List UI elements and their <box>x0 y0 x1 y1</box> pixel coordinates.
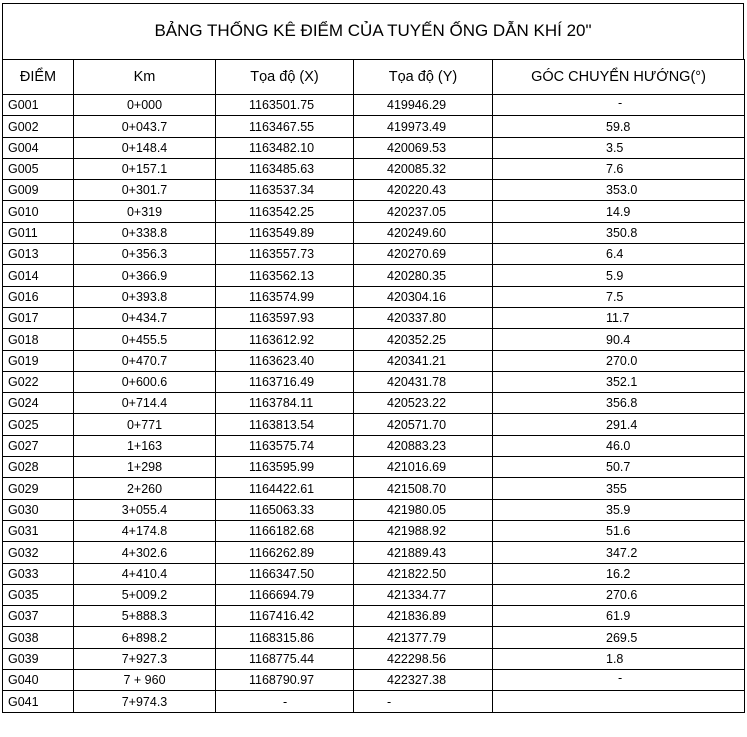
cell-km: 0+157.1 <box>74 158 216 179</box>
cell-point: G002 <box>3 116 74 137</box>
cell-coord-y: 420237.05 <box>354 201 493 222</box>
cell-turn-angle: 350.8 <box>493 222 745 243</box>
cell-point: G040 <box>3 670 74 691</box>
table-row <box>3 371 745 392</box>
cell-coord-y: 420523.22 <box>354 393 493 414</box>
cell-point: G017 <box>3 307 74 328</box>
cell-turn-angle: 355 <box>493 478 745 499</box>
cell-coord-x: 1166182.68 <box>216 520 354 541</box>
table-row <box>3 499 745 520</box>
cell-turn-angle: 50.7 <box>493 457 745 478</box>
cell-coord-y: 421377.79 <box>354 627 493 648</box>
table-row <box>3 307 745 328</box>
cell-coord-y: 421822.50 <box>354 563 493 584</box>
cell-coord-y: 420220.43 <box>354 180 493 201</box>
cell-km: 1+298 <box>74 457 216 478</box>
cell-turn-angle: 11.7 <box>493 307 745 328</box>
cell-coord-x: 1166347.50 <box>216 563 354 584</box>
table-row <box>3 670 745 691</box>
cell-km: 5+009.2 <box>74 584 216 605</box>
cell-km: 0+301.7 <box>74 180 216 201</box>
cell-km: 7+927.3 <box>74 648 216 669</box>
cell-coord-x: 1168775.44 <box>216 648 354 669</box>
cell-coord-x: 1163562.13 <box>216 265 354 286</box>
cell-coord-y: 420352.25 <box>354 329 493 350</box>
cell-point: G033 <box>3 563 74 584</box>
point-table <box>2 59 745 713</box>
cell-coord-x: 1166262.89 <box>216 542 354 563</box>
cell-coord-y: 421508.70 <box>354 478 493 499</box>
cell-turn-angle <box>493 691 745 712</box>
cell-point: G009 <box>3 180 74 201</box>
cell-km: 7+974.3 <box>74 691 216 712</box>
cell-point: G005 <box>3 158 74 179</box>
cell-turn-angle: 61.9 <box>493 606 745 627</box>
cell-coord-y: 420270.69 <box>354 244 493 265</box>
cell-km: 6+898.2 <box>74 627 216 648</box>
cell-point: G014 <box>3 265 74 286</box>
cell-km: 0+470.7 <box>74 350 216 371</box>
cell-turn-angle: 5.9 <box>493 265 745 286</box>
table-title: BẢNG THỐNG KÊ ĐIỂM CỦA TUYẾN ỐNG DẪN KHÍ 20" <box>2 3 744 59</box>
table-row <box>3 584 745 605</box>
cell-point: G030 <box>3 499 74 520</box>
cell-point: G016 <box>3 286 74 307</box>
cell-km: 4+174.8 <box>74 520 216 541</box>
cell-turn-angle: - <box>493 670 745 691</box>
cell-point: G037 <box>3 606 74 627</box>
cell-point: G029 <box>3 478 74 499</box>
cell-coord-x: 1165063.33 <box>216 499 354 520</box>
table-row <box>3 691 745 712</box>
table-row <box>3 265 745 286</box>
cell-turn-angle: 90.4 <box>493 329 745 350</box>
cell-coord-x: 1163549.89 <box>216 222 354 243</box>
cell-coord-y: 420069.53 <box>354 137 493 158</box>
table-row <box>3 627 745 648</box>
cell-km: 2+260 <box>74 478 216 499</box>
cell-point: G024 <box>3 393 74 414</box>
cell-turn-angle: 3.5 <box>493 137 745 158</box>
cell-coord-y: 421889.43 <box>354 542 493 563</box>
table-row <box>3 286 745 307</box>
cell-point: G011 <box>3 222 74 243</box>
table-row <box>3 648 745 669</box>
cell-coord-y: - <box>354 691 493 712</box>
cell-km: 0+600.6 <box>74 371 216 392</box>
cell-km: 0+393.8 <box>74 286 216 307</box>
cell-turn-angle: 291.4 <box>493 414 745 435</box>
cell-coord-y: 419946.29 <box>354 95 493 116</box>
cell-coord-x: 1163597.93 <box>216 307 354 328</box>
cell-km: 0+148.4 <box>74 137 216 158</box>
cell-point: G039 <box>3 648 74 669</box>
cell-turn-angle: 51.6 <box>493 520 745 541</box>
cell-turn-angle: 7.6 <box>493 158 745 179</box>
cell-coord-y: 421016.69 <box>354 457 493 478</box>
cell-coord-x: 1163537.34 <box>216 180 354 201</box>
cell-coord-x: 1168315.86 <box>216 627 354 648</box>
cell-km: 0+338.8 <box>74 222 216 243</box>
cell-coord-y: 422327.38 <box>354 670 493 691</box>
cell-turn-angle: 6.4 <box>493 244 745 265</box>
cell-coord-x: 1163574.99 <box>216 286 354 307</box>
cell-km: 0+714.4 <box>74 393 216 414</box>
cell-turn-angle: 356.8 <box>493 393 745 414</box>
table-body <box>3 95 745 713</box>
cell-point: G028 <box>3 457 74 478</box>
cell-point: G019 <box>3 350 74 371</box>
table-row <box>3 180 745 201</box>
cell-point: G025 <box>3 414 74 435</box>
cell-coord-x: - <box>216 691 354 712</box>
cell-turn-angle: 35.9 <box>493 499 745 520</box>
cell-point: G031 <box>3 520 74 541</box>
cell-turn-angle: 16.2 <box>493 563 745 584</box>
table-row <box>3 520 745 541</box>
cell-coord-y: 421988.92 <box>354 520 493 541</box>
table-row <box>3 457 745 478</box>
cell-coord-y: 421334.77 <box>354 584 493 605</box>
cell-coord-x: 1163501.75 <box>216 95 354 116</box>
cell-coord-x: 1163482.10 <box>216 137 354 158</box>
cell-km: 0+434.7 <box>74 307 216 328</box>
cell-turn-angle: 7.5 <box>493 286 745 307</box>
header-coord-y: Tọa độ (Y) <box>354 60 493 95</box>
cell-coord-x: 1163716.49 <box>216 371 354 392</box>
cell-turn-angle: 270.6 <box>493 584 745 605</box>
cell-km: 4+410.4 <box>74 563 216 584</box>
cell-point: G032 <box>3 542 74 563</box>
cell-coord-x: 1163557.73 <box>216 244 354 265</box>
table-row <box>3 222 745 243</box>
cell-turn-angle: 352.1 <box>493 371 745 392</box>
cell-turn-angle: 269.5 <box>493 627 745 648</box>
cell-coord-x: 1164422.61 <box>216 478 354 499</box>
table-row <box>3 137 745 158</box>
cell-coord-x: 1163485.63 <box>216 158 354 179</box>
cell-coord-x: 1163623.40 <box>216 350 354 371</box>
cell-point: G041 <box>3 691 74 712</box>
cell-coord-x: 1166694.79 <box>216 584 354 605</box>
cell-coord-y: 420337.80 <box>354 307 493 328</box>
table-row <box>3 95 745 116</box>
cell-point: G010 <box>3 201 74 222</box>
cell-coord-x: 1167416.42 <box>216 606 354 627</box>
table-row <box>3 478 745 499</box>
cell-coord-y: 419973.49 <box>354 116 493 137</box>
cell-coord-y: 420085.32 <box>354 158 493 179</box>
cell-km: 0+771 <box>74 414 216 435</box>
cell-point: G027 <box>3 435 74 456</box>
cell-coord-y: 420431.78 <box>354 371 493 392</box>
cell-turn-angle: 270.0 <box>493 350 745 371</box>
cell-coord-y: 420883.23 <box>354 435 493 456</box>
cell-km: 7 + 960 <box>74 670 216 691</box>
cell-point: G004 <box>3 137 74 158</box>
header-turn-angle: GÓC CHUYỂN HƯỚNG(°) <box>493 60 745 95</box>
table-row <box>3 350 745 371</box>
cell-coord-x: 1168790.97 <box>216 670 354 691</box>
cell-point: G001 <box>3 95 74 116</box>
cell-km: 0+043.7 <box>74 116 216 137</box>
cell-km: 0+366.9 <box>74 265 216 286</box>
cell-point: G022 <box>3 371 74 392</box>
cell-coord-y: 420571.70 <box>354 414 493 435</box>
table-row <box>3 563 745 584</box>
cell-coord-y: 420280.35 <box>354 265 493 286</box>
table-row <box>3 116 745 137</box>
cell-coord-x: 1163595.99 <box>216 457 354 478</box>
cell-km: 1+163 <box>74 435 216 456</box>
cell-coord-x: 1163612.92 <box>216 329 354 350</box>
cell-coord-x: 1163784.11 <box>216 393 354 414</box>
cell-coord-y: 420304.16 <box>354 286 493 307</box>
cell-turn-angle: 1.8 <box>493 648 745 669</box>
table-row <box>3 329 745 350</box>
cell-coord-x: 1163542.25 <box>216 201 354 222</box>
cell-coord-x: 1163575.74 <box>216 435 354 456</box>
cell-coord-x: 1163467.55 <box>216 116 354 137</box>
header-row <box>3 60 745 95</box>
point-statistics-sheet <box>2 3 744 735</box>
cell-turn-angle: 347.2 <box>493 542 745 563</box>
cell-turn-angle: - <box>493 95 745 116</box>
table-row <box>3 201 745 222</box>
cell-km: 0+000 <box>74 95 216 116</box>
table-row <box>3 435 745 456</box>
cell-coord-x: 1163813.54 <box>216 414 354 435</box>
cell-km: 0+356.3 <box>74 244 216 265</box>
cell-km: 3+055.4 <box>74 499 216 520</box>
table-row <box>3 414 745 435</box>
cell-km: 4+302.6 <box>74 542 216 563</box>
table-row <box>3 542 745 563</box>
cell-km: 5+888.3 <box>74 606 216 627</box>
cell-point: G035 <box>3 584 74 605</box>
table-row <box>3 606 745 627</box>
cell-coord-y: 420341.21 <box>354 350 493 371</box>
cell-coord-y: 422298.56 <box>354 648 493 669</box>
cell-turn-angle: 59.8 <box>493 116 745 137</box>
cell-km: 0+319 <box>74 201 216 222</box>
cell-coord-y: 421836.89 <box>354 606 493 627</box>
table-row <box>3 393 745 414</box>
cell-point: G038 <box>3 627 74 648</box>
table-row <box>3 158 745 179</box>
table-row <box>3 244 745 265</box>
header-km: Km <box>74 60 216 95</box>
cell-km: 0+455.5 <box>74 329 216 350</box>
header-coord-x: Tọa độ (X) <box>216 60 354 95</box>
cell-coord-y: 421980.05 <box>354 499 493 520</box>
cell-turn-angle: 46.0 <box>493 435 745 456</box>
cell-coord-y: 420249.60 <box>354 222 493 243</box>
header-point: ĐIỂM <box>3 60 74 95</box>
cell-turn-angle: 353.0 <box>493 180 745 201</box>
cell-point: G013 <box>3 244 74 265</box>
cell-point: G018 <box>3 329 74 350</box>
cell-turn-angle: 14.9 <box>493 201 745 222</box>
